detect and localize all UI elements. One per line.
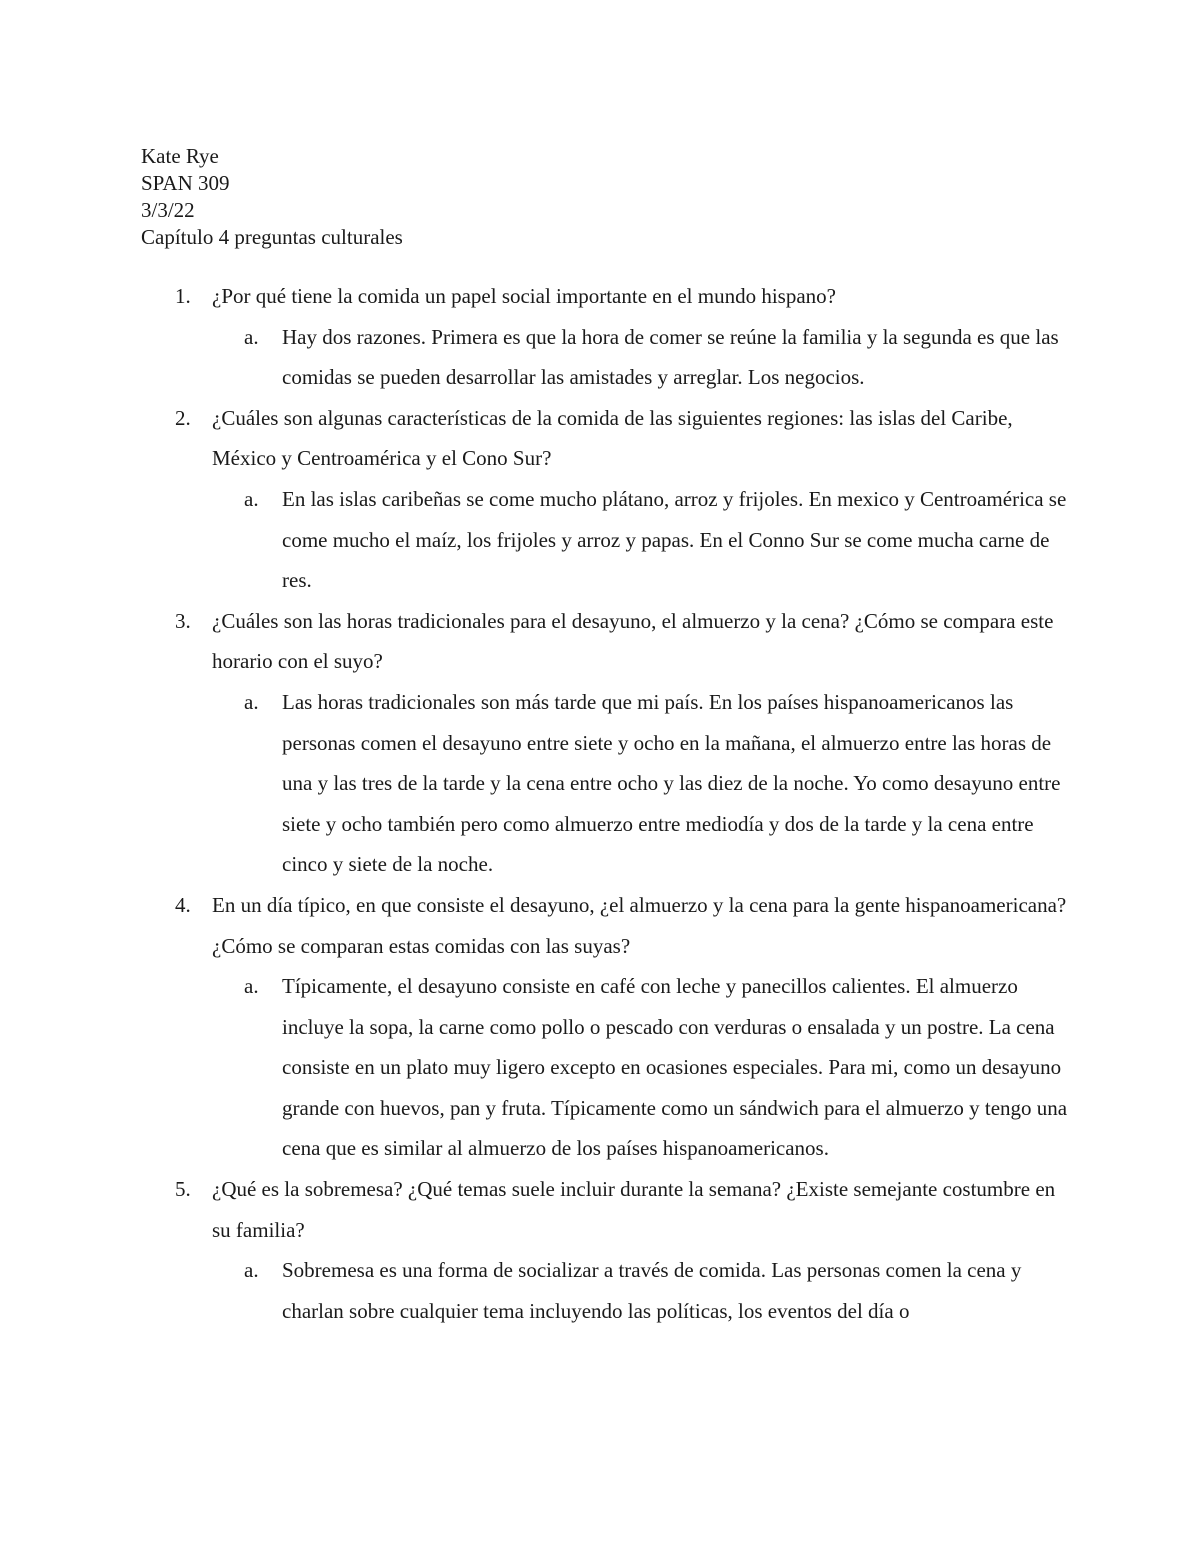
answer-item (141, 682, 1071, 885)
question-item (141, 398, 1071, 601)
answer-label: a. (244, 1258, 259, 1283)
question-list (141, 276, 1071, 1331)
answer-item (141, 317, 1071, 398)
question-number: 3. (175, 608, 191, 633)
answer-label: a. (244, 689, 259, 714)
answer-item (141, 966, 1071, 1169)
answer-text: Hay dos razones. Primera es que la hora de comer se reúne la familia y la segunda es que las comidas se pueden desarrollar las amistades y arreglar. Los negocios. (282, 324, 1059, 390)
question-text: ¿Por qué tiene la comida un papel social importante en el mundo hispano? (212, 284, 836, 308)
answer-item (141, 479, 1071, 601)
answer-label: a. (244, 486, 259, 511)
question-item (141, 276, 1071, 398)
question-number: 1. (175, 284, 191, 308)
student-name: Kate Rye (141, 144, 219, 168)
document-title: Capítulo 4 preguntas culturales (141, 225, 403, 249)
course-code: SPAN 309 (141, 171, 230, 195)
question-item (141, 601, 1071, 885)
question-number: 4. (175, 892, 191, 917)
answer-item (141, 1250, 1071, 1331)
document-header (141, 143, 403, 251)
answer-text: Las horas tradicionales son más tarde que mi país. En los países hispanoamericanos las personas comen el desayuno entre siete y ocho en la mañana, el almuerzo entre las horas de una y las tres de la tarde y la cena entre ocho y las diez de la noche. Yo como desayuno entre siete y ocho también pero como almuerzo entre mediodía y dos de la tarde y la cena entre cinco y siete de la noche. (282, 689, 1061, 877)
answer-label: a. (244, 324, 259, 349)
question-text: ¿Cuáles son algunas características de la comida de las siguientes regiones: las islas del Caribe, México y Centroamérica y el Cono Sur? (212, 405, 1013, 471)
question-text: En un día típico, en que consiste el desayuno, ¿el almuerzo y la cena para la gente hispanoamericana? ¿Cómo se comparan estas comidas con las suyas? (212, 892, 1067, 958)
answer-text: Típicamente, el desayuno consiste en café con leche y panecillos calientes. El almuerzo incluye la sopa, la carne como pollo o pescado con verduras o ensalada y un postre. La cena consiste en un plato muy ligero excepto en ocasiones especiales. Para mi, como un desayuno grande con huevos, pan y fruta. Típicamente como un sándwich para el almuerzo y tengo una cena que es similar al almuerzo de los países hispanoamericanos. (282, 974, 1068, 1161)
document-date: 3/3/22 (141, 198, 195, 222)
question-item (141, 885, 1071, 1169)
question-item (141, 1169, 1071, 1331)
question-number: 2. (175, 405, 191, 430)
question-text: ¿Cuáles son las horas tradicionales para el desayuno, el almuerzo y la cena? ¿Cómo se compara este horario con el suyo? (212, 608, 1054, 674)
answer-label: a. (244, 974, 259, 999)
answer-text: En las islas caribeñas se come mucho plátano, arroz y frijoles. En mexico y Centroamérica se come mucho el maíz, los frijoles y arroz y papas. En el Conno Sur se come mucha carne de res. (282, 486, 1067, 593)
answer-text: Sobremesa es una forma de socializar a través de comida. Las personas comen la cena y charlan sobre cualquier tema incluyendo las políticas, los eventos del día o (282, 1258, 1022, 1323)
question-number: 5. (175, 1177, 191, 1202)
question-text: ¿Qué es la sobremesa? ¿Qué temas suele incluir durante la semana? ¿Existe semejante costumbre en su familia? (212, 1177, 1056, 1242)
